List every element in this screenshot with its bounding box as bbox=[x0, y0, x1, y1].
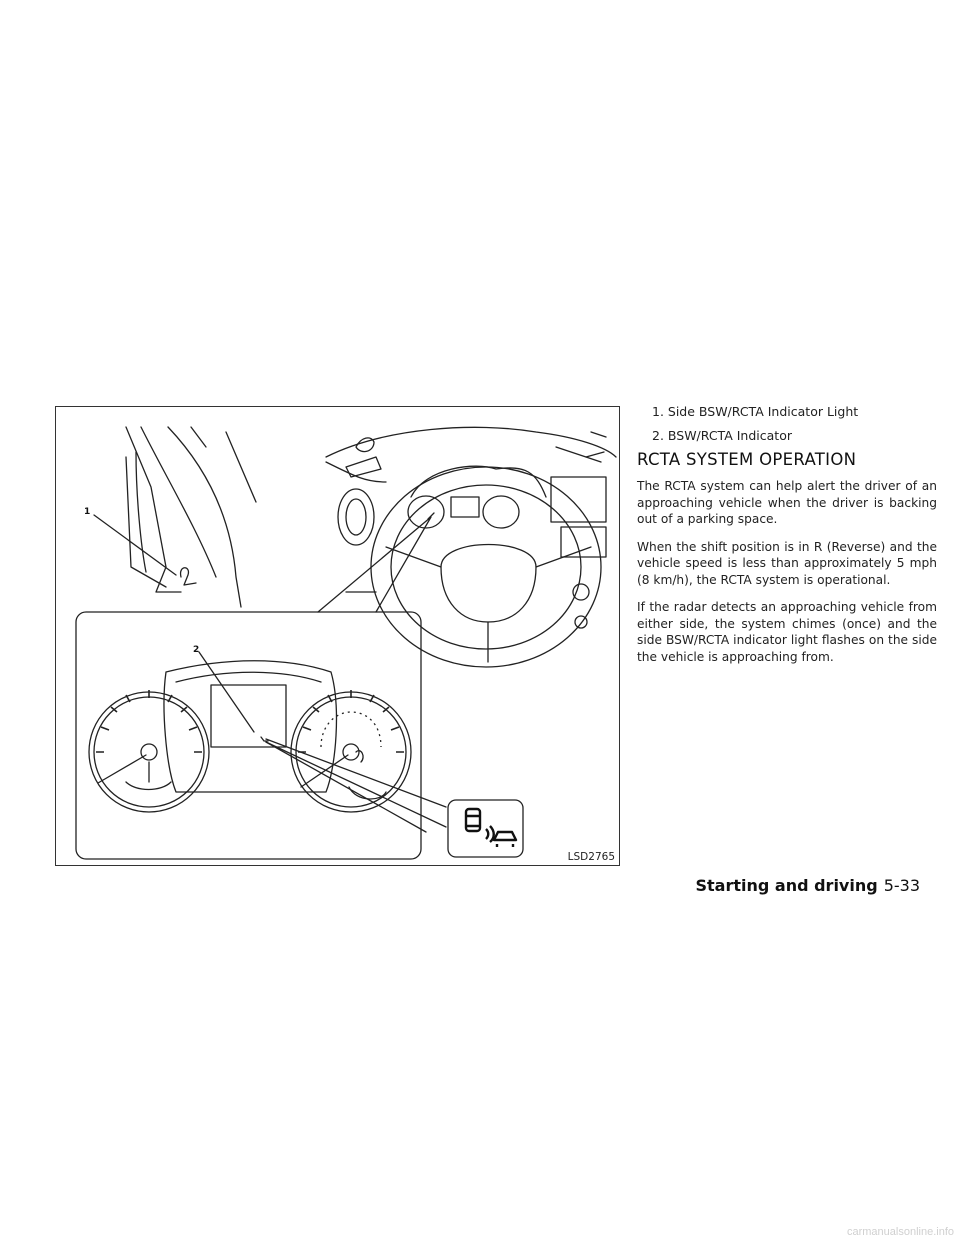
footer-section-name: Starting and driving bbox=[695, 876, 878, 895]
legend-item: 1. Side BSW/RCTA Indicator Light bbox=[652, 404, 859, 419]
callout-line-2 bbox=[199, 652, 254, 732]
figure-legend bbox=[652, 404, 942, 452]
paragraph: The RCTA system can help alert the driver of an approaching vehicle when the driver is backing out of a parking space. bbox=[637, 479, 937, 526]
body-text bbox=[637, 478, 937, 676]
indicator-zoom-box bbox=[448, 800, 523, 857]
side-indicator-light bbox=[181, 568, 196, 585]
steering-wheel bbox=[371, 467, 601, 667]
figure-code: LSD2765 bbox=[567, 851, 615, 863]
inset-panel bbox=[76, 612, 421, 859]
legend-item: 2. BSW/RCTA Indicator bbox=[652, 428, 792, 443]
watermark: carmanualsonline.info bbox=[846, 1226, 954, 1238]
illustration-drawing bbox=[56, 407, 621, 867]
callout-number-1: 1 bbox=[84, 507, 91, 517]
section-title: RCTA SYSTEM OPERATION bbox=[637, 450, 857, 469]
bsw-rcta-indicator-icon bbox=[466, 809, 516, 847]
left-gauge bbox=[89, 692, 209, 812]
page-number: 5-33 bbox=[883, 876, 920, 895]
callout-number-2: 2 bbox=[193, 645, 200, 655]
paragraph: If the radar detects an approaching vehicle from either side, the system chimes (once) and the side BSW/RCTA indicator light flashes on the side the vehicle is approaching from. bbox=[637, 600, 937, 664]
paragraph: When the shift position is in R (Reverse) and the vehicle speed is less than approximately 5 mph (8 km/h), the RCTA system is operational. bbox=[637, 539, 937, 587]
dashboard-illustration bbox=[55, 406, 620, 866]
page-footer bbox=[695, 876, 920, 895]
center-display bbox=[211, 685, 286, 747]
callout-line-1 bbox=[94, 515, 176, 575]
right-gauge bbox=[291, 692, 411, 812]
